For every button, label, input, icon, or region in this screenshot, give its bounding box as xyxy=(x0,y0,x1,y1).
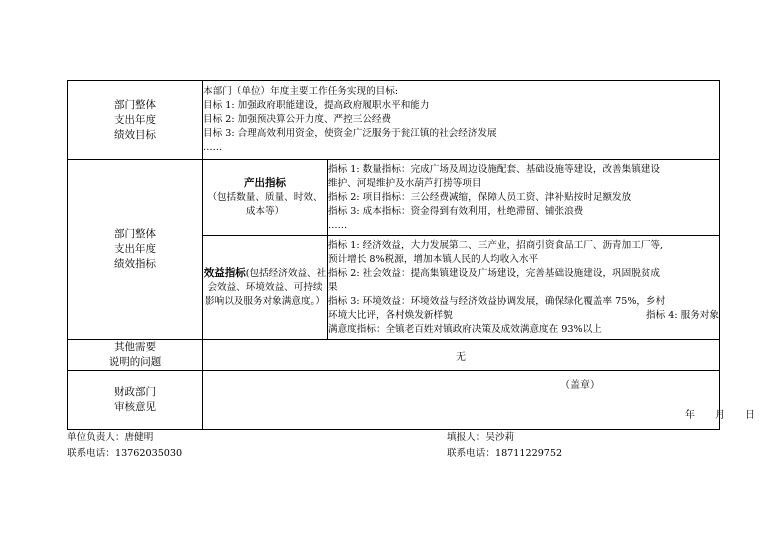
indicators-label-line: 绩效指标 xyxy=(114,258,156,270)
benefit-indicator-3: 指标 3: 环境效益：环境效益与经济效益协调发展，确保绿化覆盖率 75%，乡村 xyxy=(328,295,666,307)
indicators-label xyxy=(68,160,203,340)
output-indicator-ellipsis: …… xyxy=(328,219,348,231)
performance-form-table xyxy=(67,80,755,430)
goals-intro: 本部门（单位）年度主要工作任务实现的目标: xyxy=(203,86,399,97)
benefit-indicator-2: 指标 2: 社会效益：提高集镇建设及广场建设，完善基础设施建设，巩固脱贫成 xyxy=(328,267,661,279)
other-label xyxy=(68,340,203,371)
unit-phone: 联系电话：13762035030 xyxy=(67,448,183,459)
benefit-indicator-title: 效益指标 xyxy=(203,267,246,279)
benefit-indicator-4: 指标 4: 服务对象 xyxy=(646,309,719,321)
unit-head: 单位负责人：唐健明 xyxy=(67,432,154,443)
output-indicator-content xyxy=(328,160,720,236)
output-indicator-label xyxy=(203,160,328,236)
seal-placeholder: （盖章） xyxy=(560,380,600,391)
finance-row xyxy=(68,371,720,430)
other-label-line: 其他需要 xyxy=(114,341,156,353)
benefit-indicator-3-cont: 环境大比评，各村焕发新样貌 xyxy=(328,309,453,321)
output-indicator-row xyxy=(68,160,720,236)
filler-phone: 联系电话：18711229752 xyxy=(447,448,563,459)
indicators-label-line: 支出年度 xyxy=(114,243,156,255)
review-date: 年 月 日 xyxy=(685,410,755,421)
benefit-indicator-2-cont: 果 xyxy=(328,281,338,293)
benefit-indicator-4-cont: 满意度指标：全镇老百姓对镇政府决策及成效满意度在 93%以上 xyxy=(328,323,602,335)
finance-label xyxy=(68,371,203,430)
indicators-label-line: 部门整体 xyxy=(114,228,156,240)
goal-1: 目标 1: 加强政府职能建设，提高政府履职水平和能力 xyxy=(203,100,430,111)
output-indicator-title: 产出指标 xyxy=(244,177,286,189)
goal-3: 目标 3: 合理高效利用资金，使资金广泛服务于瓮江镇的社会经济发展 xyxy=(203,128,497,139)
benefit-indicator-content xyxy=(328,236,720,340)
benefit-indicator-desc: (包括经济效益、社会效益、环境效益、可持续影响以及服务对象满意度。） xyxy=(205,268,327,307)
benefit-indicator-1: 指标 1: 经济效益，大力发展第二、三产业，招商引资食品工厂、沥青加工厂等, xyxy=(328,239,664,251)
output-indicator-2: 指标 2: 项目指标：三公经费减缩，保障人员工资、津补贴按时足额发放 xyxy=(328,191,632,203)
output-indicator-3: 指标 3: 成本指标：资金得到有效利用，杜绝滞留、铺张浪费 xyxy=(328,205,584,217)
goals-ellipsis: …… xyxy=(203,142,223,153)
benefit-indicator-1-cont: 预计增长 8%税源，增加本镇人民的人均收入水平 xyxy=(328,253,539,265)
output-indicator-1: 指标 1: 数量指标：完成广场及周边设施配套、基础设施等建设，改善集镇建设 xyxy=(328,163,661,175)
filler-name: 填报人：吴沙莉 xyxy=(447,432,515,443)
finance-review-cell xyxy=(203,371,755,430)
goals-label-line: 绩效目标 xyxy=(114,128,156,141)
output-indicator-1-cont: 维护、河堤维护及水葫芦打捞等项目 xyxy=(328,177,482,189)
goal-2: 目标 2: 加强预决算公开力度、严控三公经费 xyxy=(203,114,392,125)
goals-label-line: 部门整体 xyxy=(114,98,156,111)
goals-label-line: 支出年度 xyxy=(114,113,156,126)
goals-label xyxy=(68,81,203,160)
other-value: 无 xyxy=(203,340,720,371)
output-indicator-desc: （包括数量、质量、时效、成本等） xyxy=(207,192,323,217)
other-row xyxy=(68,340,720,371)
goals-row xyxy=(68,81,720,160)
finance-label-line: 财政部门 xyxy=(114,386,156,398)
other-label-line: 说明的问题 xyxy=(108,356,162,368)
goals-content xyxy=(203,81,720,160)
benefit-indicator-label xyxy=(203,236,328,340)
finance-label-line: 审核意见 xyxy=(114,401,156,413)
